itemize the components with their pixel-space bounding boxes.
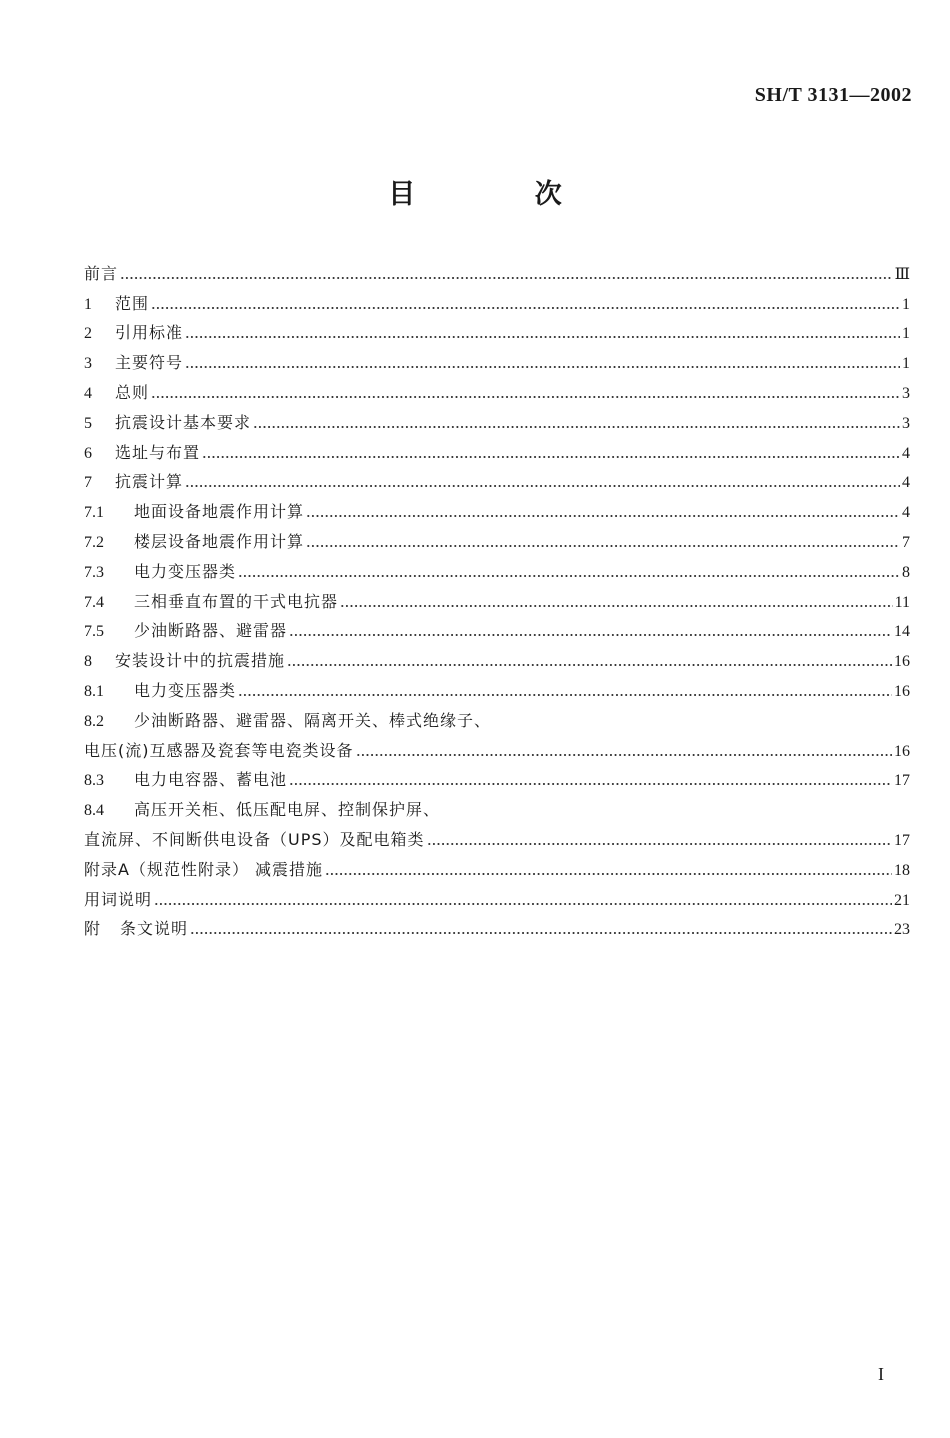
toc-leader-dots bbox=[190, 931, 892, 935]
toc-entry-title: 安装设计中的抗震措施 bbox=[115, 651, 286, 671]
toc-leader-dots bbox=[185, 335, 900, 339]
toc-entry-page: 4 bbox=[902, 474, 910, 492]
toc-entry[interactable] bbox=[84, 343, 910, 373]
toc-entry-page: 1 bbox=[902, 295, 910, 313]
toc-entry-number: 7.1 bbox=[84, 504, 104, 522]
toc-entry-title: 电力变压器类 bbox=[134, 561, 237, 581]
toc-entry-page: 18 bbox=[894, 861, 910, 879]
toc-entry-title: 总则 bbox=[115, 382, 150, 402]
toc-entry-number: 8.3 bbox=[84, 772, 104, 790]
toc-entry-number: 3 bbox=[84, 355, 92, 373]
toc-leader-dots bbox=[154, 902, 892, 906]
toc-entry-page: 3 bbox=[902, 414, 910, 432]
toc-entry-title: 附录A（规范性附录） 减震措施 bbox=[84, 859, 324, 879]
toc-entry-number: 8 bbox=[84, 653, 92, 671]
toc-entry-page: 4 bbox=[902, 504, 910, 522]
toc-entry[interactable] bbox=[84, 671, 910, 701]
toc-entry-number: 1 bbox=[84, 295, 92, 313]
toc-leader-dots bbox=[185, 484, 900, 488]
toc-entry-title: 条文说明 bbox=[120, 919, 189, 939]
standard-code: SH/T 3131—2002 bbox=[754, 84, 912, 106]
toc-entry-continuation[interactable] bbox=[84, 731, 910, 761]
toc-entry-page: 1 bbox=[902, 355, 910, 373]
toc-entry-page: 16 bbox=[894, 682, 910, 700]
page-number: I bbox=[878, 1364, 884, 1384]
toc-entry-title: 楼层设备地震作用计算 bbox=[134, 531, 305, 551]
toc-entry-title: 范围 bbox=[115, 293, 150, 313]
toc-entry-explanation[interactable] bbox=[84, 910, 910, 940]
toc-entry-title: 少油断路器、避雷器 bbox=[134, 621, 288, 641]
toc-entry-number: 8.1 bbox=[84, 682, 104, 700]
toc-entry-title: 地面设备地震作用计算 bbox=[134, 502, 305, 522]
toc-leader-dots bbox=[185, 365, 900, 369]
toc-entry-page: 1 bbox=[902, 325, 910, 343]
toc-entry-title: 前言 bbox=[84, 263, 119, 283]
toc-entry-number: 附 bbox=[84, 919, 102, 939]
toc-entry-title: 电力变压器类 bbox=[134, 680, 237, 700]
toc-entry-page: 17 bbox=[894, 831, 910, 849]
toc-entry-page: Ⅲ bbox=[894, 265, 910, 283]
toc-entry-title: 抗震计算 bbox=[115, 472, 184, 492]
toc-entry-title: 电力电容器、蓄电池 bbox=[134, 770, 288, 790]
toc-entry-number: 6 bbox=[84, 444, 92, 462]
toc-leader-dots bbox=[120, 276, 893, 280]
toc-entry[interactable] bbox=[84, 403, 910, 433]
toc-leader-dots bbox=[202, 455, 900, 459]
toc-entry-title: 电压(流)互感器及瓷套等电瓷类设备 bbox=[84, 740, 354, 760]
toc-entry-title: 少油断路器、避雷器、隔离开关、棒式绝缘子、 bbox=[134, 710, 492, 730]
toc-leader-dots bbox=[238, 574, 900, 578]
toc-leader-dots bbox=[151, 395, 900, 399]
toc-entry[interactable] bbox=[84, 492, 910, 522]
toc-entry-page: 3 bbox=[902, 384, 910, 402]
toc-leader-dots bbox=[289, 782, 892, 786]
toc-entry-continuation[interactable] bbox=[84, 820, 910, 850]
toc-leader-dots bbox=[356, 753, 893, 757]
toc-entry[interactable] bbox=[84, 612, 910, 642]
toc-entry[interactable] bbox=[84, 314, 910, 344]
toc-entry-title: 高压开关柜、低压配电屏、控制保护屏、 bbox=[134, 800, 441, 820]
toc-leader-dots bbox=[306, 544, 900, 548]
toc-entry-number: 7.2 bbox=[84, 533, 104, 551]
toc-entry-number: 7.5 bbox=[84, 623, 104, 641]
toc-entry[interactable] bbox=[84, 641, 910, 671]
toc-entry[interactable] bbox=[84, 790, 910, 820]
toc-entry-number: 8.2 bbox=[84, 712, 104, 730]
toc-entry-title: 引用标准 bbox=[115, 323, 184, 343]
toc-entry-page: 17 bbox=[894, 772, 910, 790]
toc-leader-dots bbox=[306, 514, 900, 518]
toc-entry[interactable] bbox=[84, 373, 910, 403]
toc-entry[interactable] bbox=[84, 552, 910, 582]
toc-entry-page: 14 bbox=[894, 623, 910, 641]
toc-entry-number: 8.4 bbox=[84, 802, 104, 820]
toc-entry[interactable] bbox=[84, 284, 910, 314]
toc-entry[interactable] bbox=[84, 522, 910, 552]
toc-entry-title: 三相垂直布置的干式电抗器 bbox=[134, 591, 339, 611]
toc-entry[interactable] bbox=[84, 701, 910, 731]
page-title: 目 次 bbox=[388, 179, 617, 210]
toc-entry-page: 4 bbox=[902, 444, 910, 462]
toc-entry[interactable] bbox=[84, 582, 910, 612]
toc-entry-number: 2 bbox=[84, 325, 92, 343]
toc-entry-appendix-a[interactable] bbox=[84, 850, 910, 880]
toc-leader-dots bbox=[325, 872, 892, 876]
toc-leader-dots bbox=[289, 633, 892, 637]
toc-entry-page: 7 bbox=[902, 533, 910, 551]
toc-entry[interactable] bbox=[84, 433, 910, 463]
toc-entry-page: 21 bbox=[894, 891, 910, 909]
toc-entry-page: 16 bbox=[894, 653, 910, 671]
toc-entry-number: 5 bbox=[84, 414, 92, 432]
toc-entry-number: 7.3 bbox=[84, 563, 104, 581]
toc-entry[interactable] bbox=[84, 463, 910, 493]
toc-entry-wording[interactable] bbox=[84, 880, 910, 910]
toc-entry-title: 用词说明 bbox=[84, 889, 153, 909]
toc-entry-number: 7 bbox=[84, 474, 92, 492]
toc-entry-title: 抗震设计基本要求 bbox=[115, 412, 252, 432]
toc-entry-number: 4 bbox=[84, 384, 92, 402]
toc-entry[interactable] bbox=[84, 761, 910, 791]
toc-entry-page: 23 bbox=[894, 921, 910, 939]
toc-entry-number: 7.4 bbox=[84, 593, 104, 611]
toc-entry-foreword[interactable] bbox=[84, 254, 910, 284]
table-of-contents bbox=[84, 254, 910, 939]
toc-entry-page: 11 bbox=[894, 593, 910, 611]
toc-leader-dots bbox=[238, 693, 892, 697]
toc-leader-dots bbox=[427, 842, 892, 846]
toc-leader-dots bbox=[287, 663, 892, 667]
toc-entry-page: 16 bbox=[894, 742, 910, 760]
toc-entry-title: 主要符号 bbox=[115, 353, 184, 373]
toc-leader-dots bbox=[253, 425, 900, 429]
toc-entry-title: 选址与布置 bbox=[115, 442, 201, 462]
toc-leader-dots bbox=[340, 604, 893, 608]
toc-entry-title: 直流屏、不间断供电设备（UPS）及配电箱类 bbox=[84, 829, 425, 849]
toc-leader-dots bbox=[151, 306, 900, 310]
toc-entry-page: 8 bbox=[902, 563, 910, 581]
